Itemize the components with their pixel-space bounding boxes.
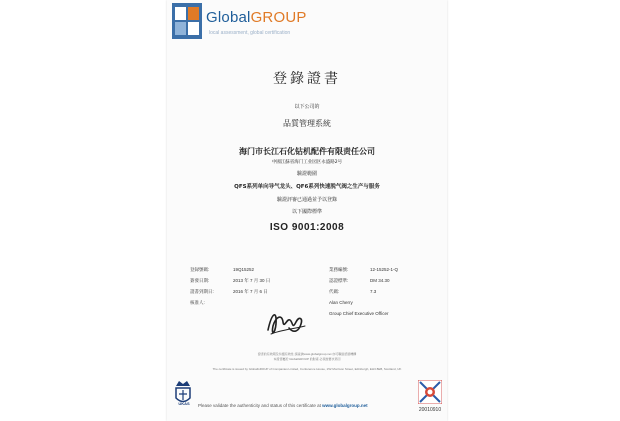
scope-label: 驗證範圍: [296, 171, 317, 177]
cert-no-value: 19Q15252: [233, 267, 255, 272]
company-lead-line: 以下公司的: [294, 104, 320, 110]
signature-icon: [263, 304, 309, 340]
code-label: 代碼:: [329, 289, 340, 294]
assessed-line: 驗證評審已通過並予以登錄: [276, 197, 337, 203]
scope-text: QFS系列单向导气龙头、QF6系列快速脱气阀之生产与服务: [234, 184, 380, 190]
validate-text: Please validate the authenticity and status of this certificate at: [198, 403, 321, 408]
company-address: 中國江蘇省海门工业园区永盛路2号: [271, 160, 343, 165]
code-value: 7.3: [370, 289, 377, 294]
signer-title: Group Chief Executive Officer: [329, 311, 389, 316]
iaf-number: 20010910: [418, 407, 442, 413]
certificate-title: 登錄證書: [273, 71, 341, 87]
standard-lead-line: 以下國際標準: [291, 209, 322, 215]
expiry-label: 證書到期日:: [190, 289, 214, 294]
validate-url-link[interactable]: www.globalgroup.net: [322, 403, 368, 408]
globalgroup-logo-icon: [172, 3, 202, 39]
expiry-value: 2016 年 7 月 6 日: [233, 289, 268, 294]
signer-name: Alan Cherry: [329, 300, 353, 305]
iaf-mark-icon: [418, 380, 442, 404]
ref-label: 業務編號:: [329, 267, 349, 272]
brand-tagline: local assessment, global certification: [209, 30, 291, 36]
cert-no-label: 登録號碼:: [190, 267, 210, 272]
fine-print-3: The certificate is issued by GlobalGROUP of Companies Limited, Conference House, 152 Morrison Street, Edinburgh, EH3 8EB, Scotland, UK: [212, 367, 402, 371]
issue-label: 簽發日期:: [190, 278, 210, 283]
company-name: 海门市长江石化钻机配件有限责任公司: [239, 147, 375, 156]
fine-print-1: 證書的有效期及持續有效性 請查詢www.globalgroup.net 亦可聯絡認證機構: [257, 352, 357, 356]
standard-name: ISO 9001:2008: [269, 222, 345, 233]
system-name: 品質管理系統: [283, 119, 331, 128]
ukas-label: UKAS: [178, 401, 190, 406]
standard-code-label: 認證標準:: [329, 278, 349, 283]
approved-label: 核准人:: [190, 300, 205, 305]
ref-value: 12-15252-1-Q: [370, 267, 399, 272]
brand-name: GlobalGROUP: [206, 9, 307, 26]
standard-code-value: DM 34.30: [370, 278, 390, 283]
validate-line: [198, 403, 368, 408]
fine-print-2: 本證書屬於 GlobalGROUP 的財產 必須按要求退回: [273, 357, 341, 361]
issue-value: 2013 年 7 月 30 日: [233, 278, 271, 283]
ukas-crown-icon: [173, 378, 193, 412]
